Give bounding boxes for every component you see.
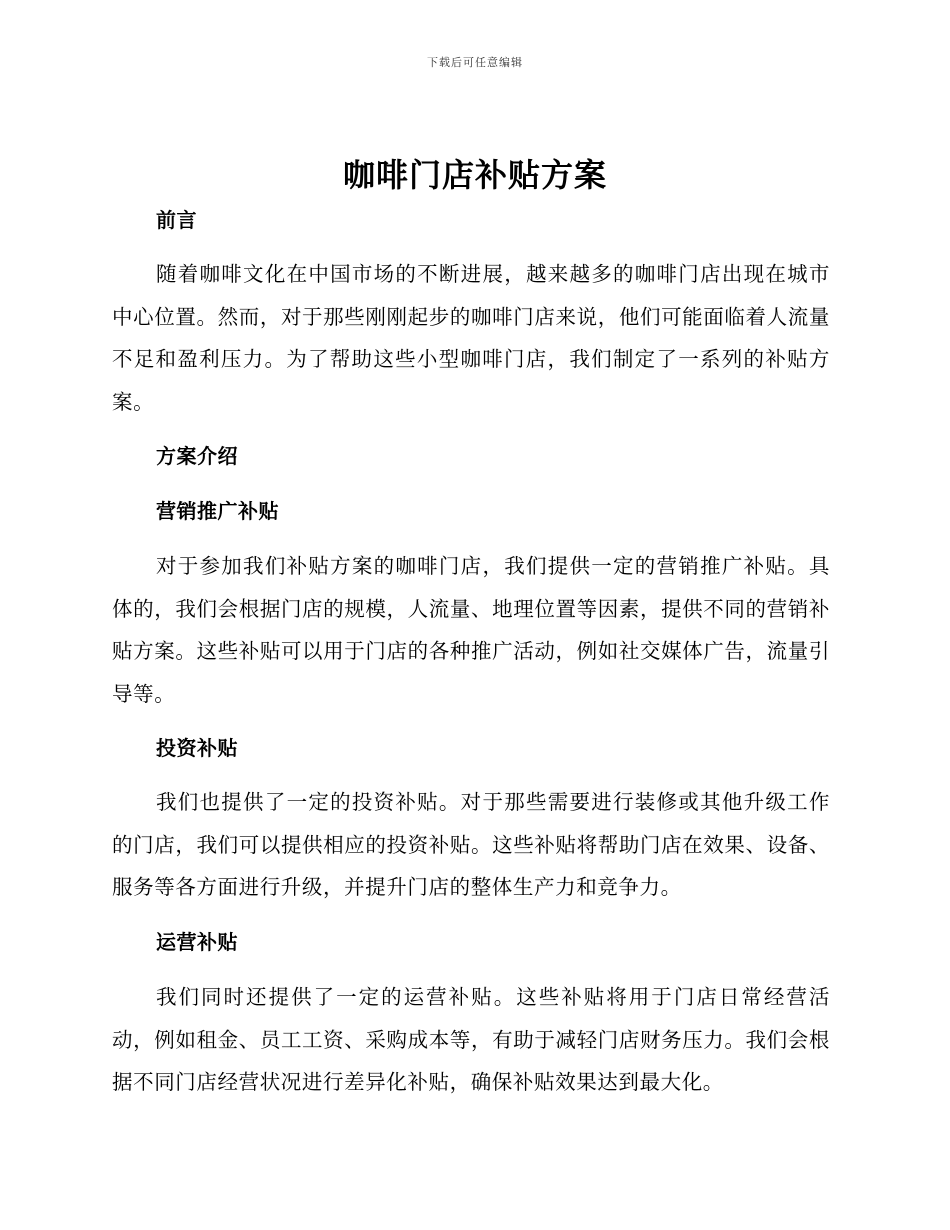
paragraph-preface: 随着咖啡文化在中国市场的不断进展，越来越多的咖啡门店出现在城市中心位置。然而，对于那些刚刚起步的咖啡门店来说，他们可能面临着人流量不足和盈利压力。为了帮助这些小型咖啡门店，我们制定了一系列的补贴方案。: [112, 262, 830, 414]
paragraph-marketing-subsidy: 对于参加我们补贴方案的咖啡门店，我们提供一定的营销推广补贴。具体的，我们会根据门店的规模，人流量、地理位置等因素，提供不同的营销补贴方案。这些补贴可以用于门店的各种推广活动，例如社交媒体广告，流量引导等。: [112, 554, 830, 706]
document-title: 咖啡门店补贴方案: [342, 156, 607, 194]
heading-preface: 前言: [156, 208, 197, 232]
heading-investment-subsidy: 投资补贴: [156, 736, 238, 760]
heading-operation-subsidy: 运营补贴: [156, 930, 238, 954]
header-note: 下载后可任意编辑: [427, 56, 523, 69]
paragraph-operation-subsidy: 我们同时还提供了一定的运营补贴。这些补贴将用于门店日常经营活动，例如租金、员工工资、采购成本等，有助于减轻门店财务压力。我们会根据不同门店经营状况进行差异化补贴，确保补贴效果达到最大化。: [112, 985, 830, 1094]
heading-marketing-subsidy: 营销推广补贴: [156, 499, 279, 523]
paragraph-investment-subsidy: 我们也提供了一定的投资补贴。对于那些需要进行装修或其他升级工作的门店，我们可以提供相应的投资补贴。这些补贴将帮助门店在效果、设备、服务等各方面进行升级，并提升门店的整体生产力和竞争力。: [112, 790, 830, 899]
heading-plan-intro: 方案介绍: [156, 444, 238, 468]
